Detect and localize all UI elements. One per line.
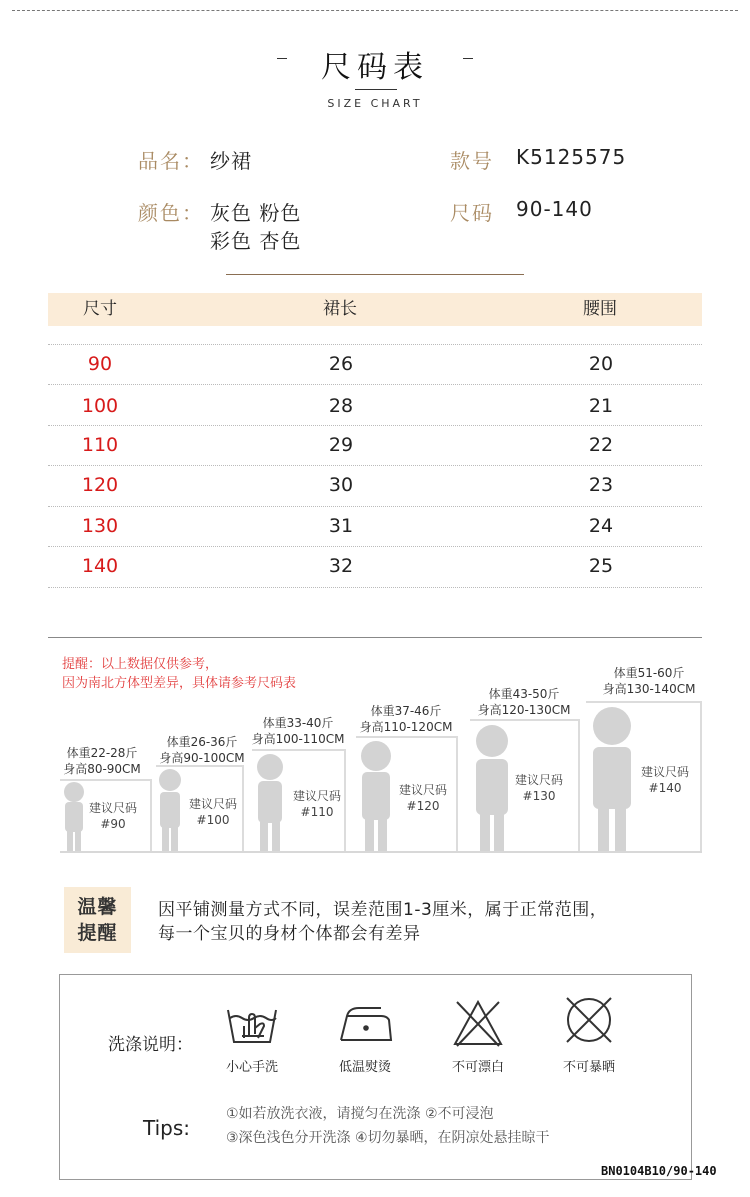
warm-tip-line1: 因平铺测量方式不同，误差范围1-3厘米，属于正常范围， (158, 900, 608, 920)
row-divider (48, 587, 702, 588)
child-silhouette-icon (356, 736, 396, 851)
size-table-header (48, 293, 702, 326)
kid-rec-label: 建议尺码 (398, 783, 447, 797)
kid-weight: 体重51-60斤 (613, 666, 685, 680)
chart-floor-line (60, 851, 702, 853)
color-value-line1: 灰色 粉色 (210, 201, 302, 225)
color-label: 颜色： (138, 201, 204, 225)
table-cell-waist: 21 (588, 395, 614, 417)
tips-line1: ①如若放洗衣液，请搅匀在洗涤 ②不可浸泡 (226, 1106, 494, 1122)
child-silhouette-icon (252, 749, 288, 851)
kid-rec-size: #100 (196, 813, 230, 827)
table-cell-waist: 20 (588, 353, 614, 375)
child-silhouette-icon (586, 701, 638, 851)
kid-rec-label: 建议尺码 (88, 801, 137, 815)
product-code: BN0104B10/90-140 (601, 1164, 717, 1178)
warm-tip-badge-line1: 温馨 (77, 896, 118, 918)
kid-height: 身高110-120CM (359, 720, 453, 734)
product-name-label: 品名： (138, 149, 204, 173)
care-label: 不可暴晒 (562, 1060, 615, 1075)
table-cell-size: 110 (81, 434, 119, 456)
table-cell-waist: 22 (588, 434, 614, 456)
top-dashed-divider (12, 10, 738, 11)
warm-tip-badge (64, 887, 131, 953)
kid-weight: 体重43-50斤 (488, 687, 560, 701)
kid-rec-size: #120 (406, 799, 440, 813)
header-waist: 腰围 (583, 299, 617, 319)
kid-rec-label: 建议尺码 (640, 765, 689, 779)
header-skirt-length: 裙长 (323, 299, 357, 319)
no-sun-icon (563, 994, 615, 1046)
size-range-value: 90-140 (516, 197, 593, 221)
table-cell-waist: 24 (588, 515, 614, 537)
kid-rec-size: #130 (522, 789, 556, 803)
table-cell-length: 32 (328, 555, 354, 577)
row-divider (48, 465, 702, 466)
kid-rec-label: 建议尺码 (292, 789, 341, 803)
warm-tip-text (158, 898, 607, 946)
care-label: 小心手洗 (225, 1060, 278, 1075)
table-cell-size: 100 (81, 395, 119, 417)
kid-weight: 体重33-40斤 (262, 716, 334, 730)
care-title: 洗涤说明： (108, 1035, 193, 1055)
table-cell-waist: 23 (588, 474, 614, 496)
row-divider (48, 546, 702, 547)
kid-height: 身高80-90CM (63, 762, 141, 776)
reference-reminder (62, 655, 296, 693)
kid-weight: 体重22-28斤 (66, 746, 138, 760)
care-label: 不可漂白 (451, 1060, 504, 1075)
title-underline (355, 89, 397, 90)
kid-rec-label: 建议尺码 (188, 797, 237, 811)
table-cell-length: 30 (328, 474, 354, 496)
table-cell-length: 26 (328, 353, 354, 375)
header-size: 尺寸 (83, 299, 117, 319)
product-name-value: 纱裙 (210, 149, 252, 173)
kid-rec-label: 建议尺码 (514, 773, 563, 787)
tips-title: Tips: (143, 1116, 191, 1140)
table-cell-length: 28 (328, 395, 354, 417)
kid-height: 身高90-100CM (159, 751, 245, 765)
table-cell-size: 130 (81, 515, 119, 537)
no-bleach-icon (451, 998, 505, 1048)
row-divider (48, 384, 702, 385)
kid-rec-size: #140 (648, 781, 682, 795)
table-cell-length: 31 (328, 515, 354, 537)
style-number-value: K5125575 (516, 145, 627, 169)
kid-weight: 体重37-46斤 (370, 704, 442, 718)
table-cell-length: 29 (328, 434, 354, 456)
table-cell-size: 120 (81, 474, 119, 496)
kid-height: 身高120-130CM (477, 703, 571, 717)
kid-weight: 体重26-36斤 (166, 735, 238, 749)
info-divider (226, 274, 524, 275)
page-subtitle: SIZE CHART (327, 97, 423, 110)
row-divider (48, 344, 702, 345)
tips-line2: ③深色浅色分开洗涤 ④切勿暴晒，在阴凉处悬挂晾干 (226, 1130, 550, 1146)
warm-tip-line2: 每一个宝贝的身材个体都会有差异 (158, 924, 421, 944)
table-cell-waist: 25 (588, 555, 614, 577)
tips-text (226, 1102, 550, 1150)
row-divider (48, 506, 702, 507)
low-iron-icon (337, 1002, 395, 1044)
warm-tip-badge-line2: 提醒 (77, 922, 118, 944)
style-number-label: 款号 (450, 149, 494, 173)
kid-height: 身高130-140CM (602, 682, 696, 696)
section-divider (48, 637, 702, 638)
table-cell-size: 90 (87, 353, 113, 375)
hand-wash-icon (224, 998, 280, 1046)
table-cell-size: 140 (81, 555, 119, 577)
reminder-line2: 因为南北方体型差异，具体请参考尺码表 (62, 676, 297, 691)
size-range-label: 尺码 (450, 201, 494, 225)
title-right-dash (463, 58, 473, 59)
page-title: 尺码表 (321, 50, 429, 85)
row-divider (48, 425, 702, 426)
color-value-line2: 彩色 杏色 (210, 229, 302, 253)
reminder-line1: 提醒：以上数据仅供参考， (62, 657, 219, 672)
kid-rec-size: #110 (300, 805, 334, 819)
care-label: 低温熨烫 (338, 1060, 391, 1075)
kid-height: 身高100-110CM (251, 732, 345, 746)
kid-rec-size: #90 (100, 817, 126, 831)
